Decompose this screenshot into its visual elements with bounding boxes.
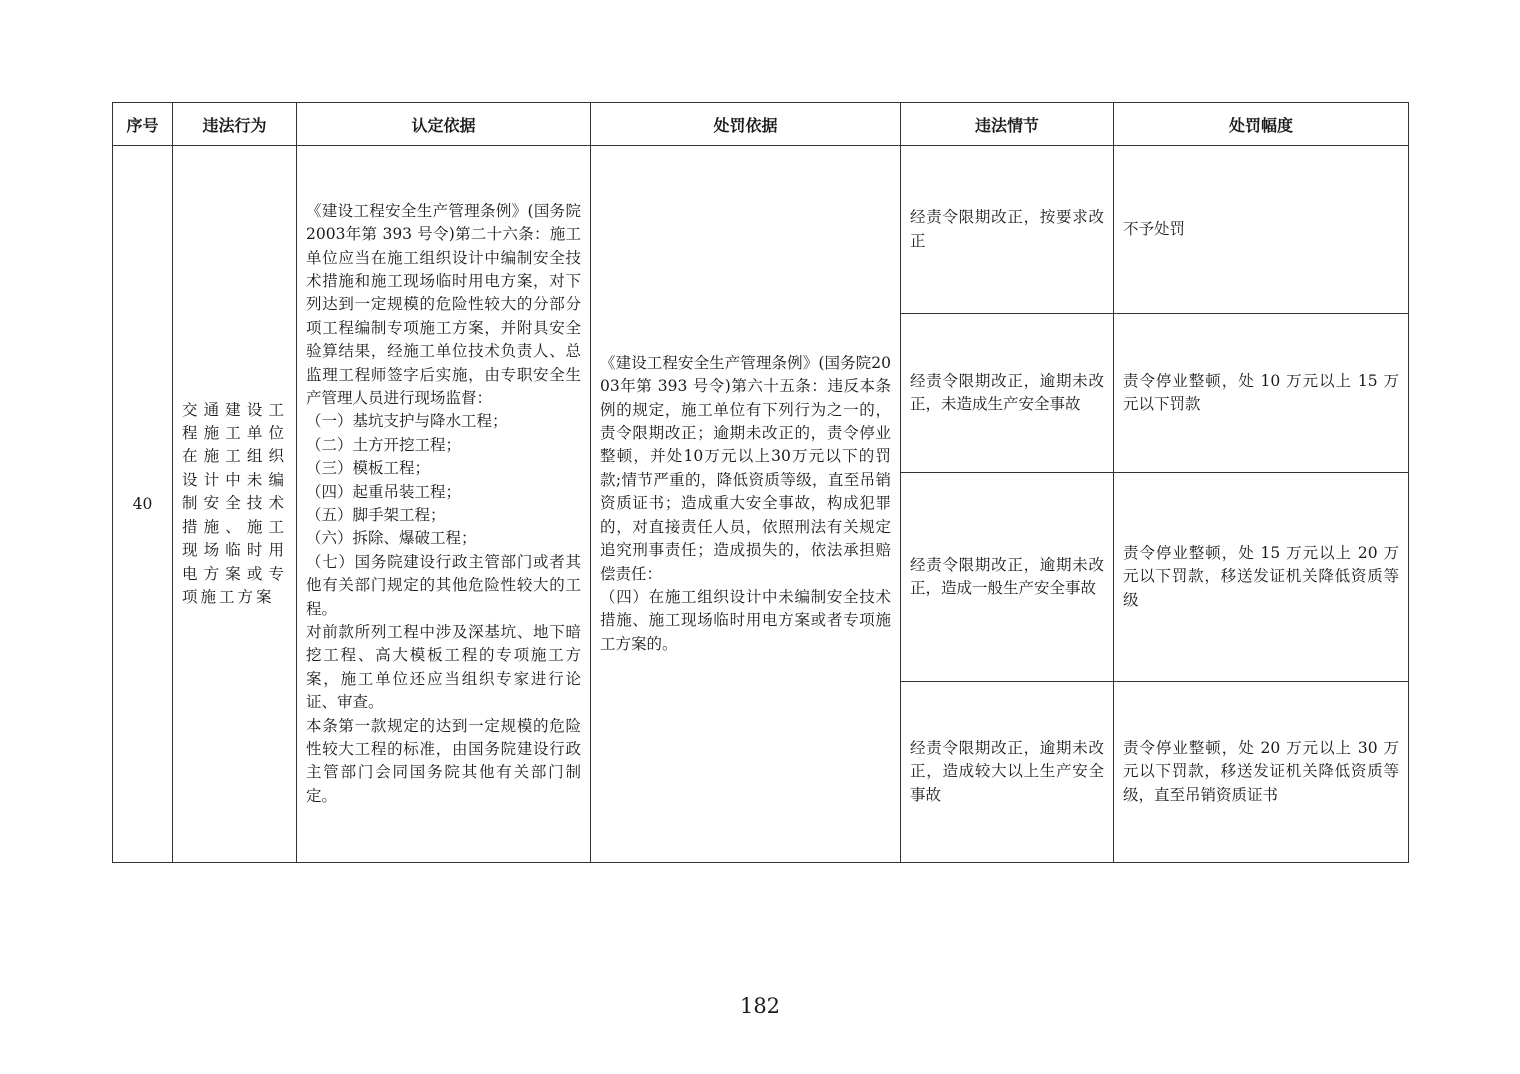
basis-line: （四）起重吊装工程； bbox=[306, 482, 462, 501]
penalty-range-text: 责令停业整顿，处 10 万元以上 15 万元以下罚款 bbox=[1123, 371, 1399, 413]
header-circumstance: 违法情节 bbox=[901, 103, 1114, 146]
penalty-range-cell bbox=[1114, 682, 1409, 863]
circumstance-text: 经责令限期改正，按要求改正 bbox=[910, 208, 1104, 250]
basis-line: 《建设工程安全生产管理条例》(国务院2003年第 393 号令)第二十六条：施工单位应当在施工组织设计中编制安全技术措施和施工现场临时用电方案，对下列达到一定规模的危险性较大的分部分项工程编制专项施工方案，并附具安全验算结果，经施工单位技术负责人、总监理工程师签字后实施，由专职安全生产管理人员进行现场监督： bbox=[306, 201, 581, 407]
header-penalty-range: 处罚幅度 bbox=[1114, 103, 1409, 146]
penalty-range-cell bbox=[1114, 146, 1409, 314]
table-row bbox=[113, 146, 1409, 314]
basis-line: （七）国务院建设行政主管部门或者其他有关部门规定的其他危险性较大的工程。 bbox=[306, 552, 581, 618]
row-behavior-cell bbox=[173, 146, 297, 863]
penalty-basis-line: （四）在施工组织设计中未编制安全技术措施、施工现场临时用电方案或者专项施工方案的。 bbox=[600, 587, 891, 653]
penalty-table bbox=[112, 102, 1409, 863]
basis-line: 对前款所列工程中涉及深基坑、地下暗挖工程、高大模板工程的专项施工方案，施工单位还应当组织专家进行论证、审查。 bbox=[306, 623, 581, 712]
penalty-range-text: 责令停业整顿，处 15 万元以上 20 万元以下罚款，移送发证机关降低资质等级 bbox=[1123, 543, 1399, 609]
row-seq: 40 bbox=[113, 146, 173, 863]
circumstance-text: 经责令限期改正，逾期未改正，造成一般生产安全事故 bbox=[910, 555, 1104, 597]
row-behavior: 交通建设工程施工单位在施工组织设计中未编制安全技术措施、施工现场临时用电方案或专项施工方案 bbox=[182, 400, 287, 606]
basis-line: （三）模板工程； bbox=[306, 459, 431, 478]
header-basis: 认定依据 bbox=[297, 103, 591, 146]
basis-line: （六）拆除、爆破工程； bbox=[306, 529, 477, 548]
penalty-basis-line: 《建设工程安全生产管理条例》(国务院2003年第 393 号令)第六十五条：违反本条例的规定，施工单位有下列行为之一的，责令限期改正；逾期未改正的，责令停业整顿，并处10万元以上30万元以下的罚款;情节严重的，降低资质等级，直至吊销资质证书；造成重大安全事故，构成犯罪的，对直接责任人员，依照刑法有关规定追究刑事责任；造成损失的，依法承担赔偿责任： bbox=[600, 353, 891, 583]
circumstance-cell bbox=[901, 146, 1114, 314]
circumstance-text: 经责令限期改正，逾期未改正，未造成生产安全事故 bbox=[910, 371, 1104, 413]
row-basis bbox=[297, 200, 590, 809]
basis-line: （二）土方开挖工程； bbox=[306, 435, 462, 454]
row-penalty-basis bbox=[591, 352, 900, 656]
header-penalty-basis: 处罚依据 bbox=[591, 103, 901, 146]
penalty-range-text: 不予处罚 bbox=[1123, 219, 1186, 238]
circumstance-cell bbox=[901, 314, 1114, 473]
row-penalty-basis-cell bbox=[591, 146, 901, 863]
header-behavior: 违法行为 bbox=[173, 103, 297, 146]
basis-line: （五）脚手架工程； bbox=[306, 506, 446, 524]
basis-line: 本条第一款规定的达到一定规模的危险性较大工程的标准，由国务院建设行政主管部门会同国务院其他有关部门制定。 bbox=[306, 716, 581, 805]
row-basis-cell bbox=[297, 146, 591, 863]
table-header-row bbox=[113, 103, 1409, 146]
penalty-range-text: 责令停业整顿，处 20 万元以上 30 万元以下罚款，移送发证机关降低资质等级，直至吊销资质证书 bbox=[1123, 738, 1399, 804]
penalty-range-cell bbox=[1114, 314, 1409, 473]
circumstance-cell bbox=[901, 682, 1114, 863]
header-seq: 序号 bbox=[113, 103, 173, 146]
page-number: 182 bbox=[739, 994, 781, 1018]
circumstance-cell bbox=[901, 473, 1114, 682]
penalty-range-cell bbox=[1114, 473, 1409, 682]
basis-line: （一）基坑支护与降水工程； bbox=[306, 412, 508, 431]
circumstance-text: 经责令限期改正，逾期未改正，造成较大以上生产安全事故 bbox=[910, 738, 1104, 804]
